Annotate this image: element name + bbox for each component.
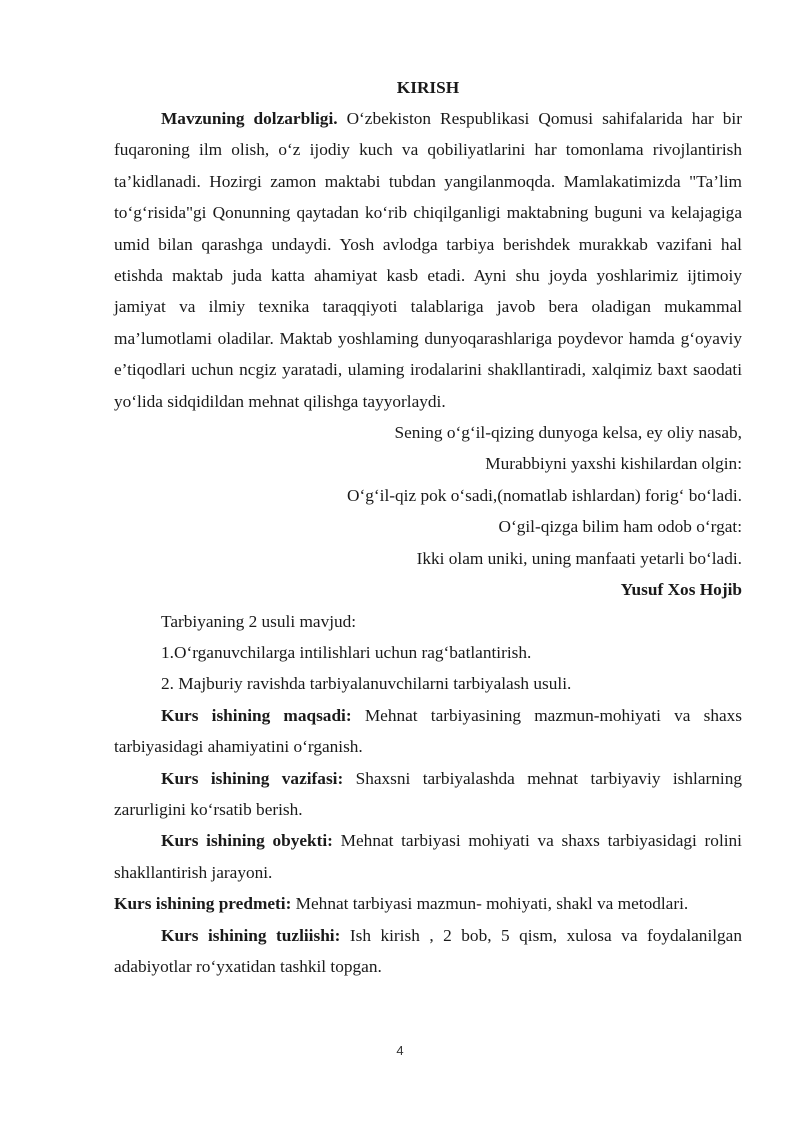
poem-author: Yusuf Xos Hojib: [620, 580, 742, 600]
section-object: [114, 825, 742, 888]
section-label: Kurs ishining tuzliishi:: [161, 925, 341, 945]
intro-label: Mavzuning dolzarbligi.: [161, 109, 338, 128]
section-text: Mehnat tarbiyasi mohiyati va shaxs tarbiyasidagi rolini shakllantirish jarayoni.: [114, 831, 742, 882]
poem-line: Sening o‘g‘il-qizing dunyoga kelsa, ey oliy nasab,: [394, 423, 742, 443]
poem-line: Ikki olam uniki, uning manfaati yetarli bo‘ladi.: [416, 548, 742, 568]
poem-line: Murabbiyni yaxshi kishilardan olgin:: [485, 454, 742, 474]
page-title: KIRISH: [396, 78, 460, 97]
document-page: [114, 72, 742, 982]
section-subject: [114, 888, 742, 919]
page-number: 4: [396, 1043, 404, 1058]
section-text: Shaxsni tarbiyalashda mehnat tarbiyaviy ishlarning zarurligini ko‘rsatib berish.: [114, 768, 742, 819]
methods-item: 2. Majburiy ravishda tarbiyalanuvchilarni tarbiyalash usuli.: [161, 674, 572, 694]
intro-text: O‘zbekiston Respublikasi Qomusi sahifalarida har bir fuqaroning ilm olish, o‘z ijodiy kuch va qobiliyatlarini har tomonlama rivojlantirish ta’kidlanadi. Hozirgi zamon maktabi tubdan yangilanmoqda. Mamlakatimizda "Ta’lim to‘g‘risida"gi Qonunning qaytadan ko‘rib chiqilganligi maktabning buguni va kelajagiga umid bilan qarashga undaydi. Yosh avlodga tarbiya berishdek murakkab vazifani hal etishda maktab juda katta ahamiyat kasb etadi. Ayni shu joyda yoshlarimiz ijtimoiy jamiyat va ilmiy texnika taraqqiyoti talablariga javob bera oladigan mukammal ma’lumotlami oladilar. Maktab yoshlaming dunyoqarashlariga poydevor hamda g‘oyaviy e’tiqodlari uchun ncgiz yaratadi, ulaming irodalarini shakllantiradi, xalqimiz baxt saodati yo‘lida sidqidildan mehnat qilishga tayyorlaydi.: [114, 109, 742, 411]
section-text: Ish kirish , 2 bob, 5 qism, xulosa va foydalanilgan adabiyotlar ro‘yxatidan tashkil topgan.: [114, 925, 742, 976]
section-text: Mehnat tarbiyasi mazmun- mohiyati, shakl va metodlari.: [291, 894, 689, 914]
methods-item: 1.O‘rganuvchilarga intilishlari uchun rag‘batlantirish.: [161, 642, 532, 662]
poem-line: O‘gil-qizga bilim ham odob o‘rgat:: [498, 517, 742, 537]
methods-intro: Tarbiyaning 2 usuli mavjud:: [161, 611, 357, 631]
section-label: Kurs ishining vazifasi:: [161, 768, 344, 788]
section-label: Kurs ishining obyekti:: [161, 831, 333, 851]
section-goal: [114, 700, 742, 763]
section-tasks: [114, 763, 742, 826]
poem: [114, 417, 742, 605]
intro-paragraph: [114, 103, 742, 417]
poem-line: O‘g‘il-qiz pok o‘sadi,(nomatlab ishlardan) forig‘ bo‘ladi.: [347, 485, 742, 505]
section-text: Mehnat tarbiyasining mazmun-mohiyati va shaxs tarbiyasidagi ahamiyatini o‘rganish.: [114, 705, 743, 757]
section-structure: [114, 920, 742, 983]
section-label: Kurs ishining predmeti:: [114, 894, 292, 914]
section-label: Kurs ishining maqsadi:: [161, 705, 352, 725]
